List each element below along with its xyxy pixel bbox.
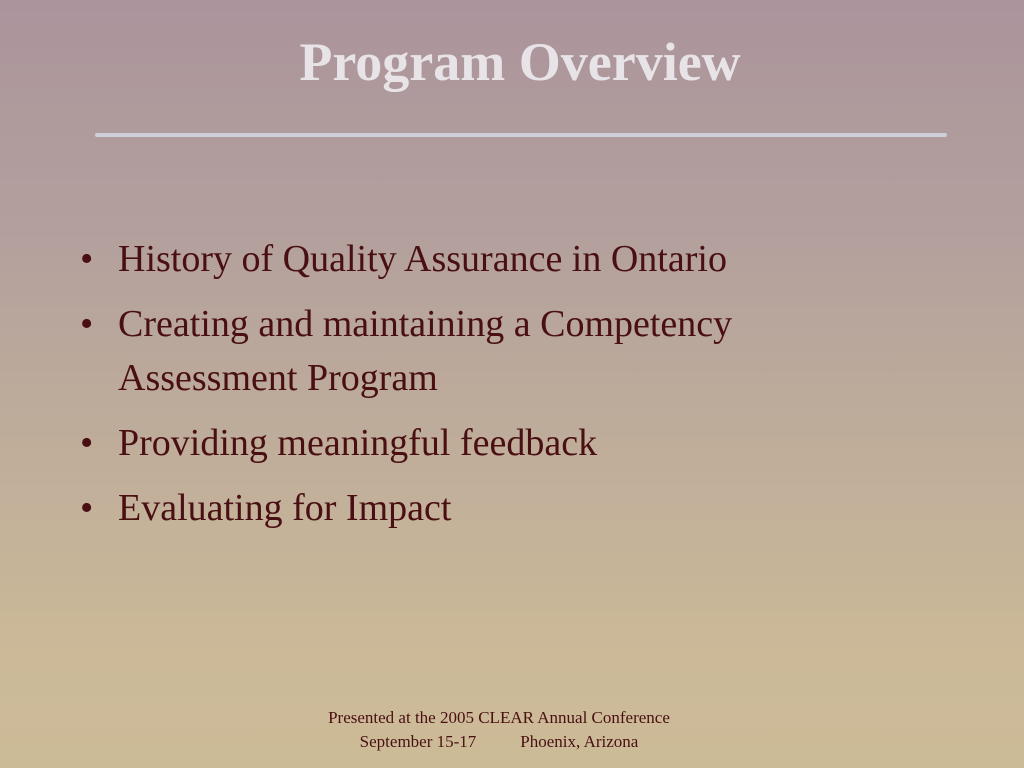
bullet-icon: •: [80, 238, 94, 280]
bullet-text: History of Quality Assurance in Ontario: [118, 238, 727, 280]
title-divider: [95, 133, 947, 137]
footer-location: Phoenix, Arizona: [520, 732, 639, 751]
slide-footer: [0, 706, 998, 754]
bullet-icon: •: [80, 487, 94, 529]
bullet-text: Providing meaningful feedback: [118, 422, 598, 464]
bullet-text: Creating and maintaining a Competency Assessment Program: [118, 303, 733, 399]
footer-conference: Presented at the 2005 CLEAR Annual Conference: [328, 708, 670, 727]
bullet-item: [78, 416, 878, 470]
bullet-icon: •: [80, 422, 94, 464]
bullet-icon: •: [80, 303, 94, 345]
bullet-item: [78, 232, 878, 286]
bullet-item: [78, 481, 878, 535]
bullet-item: [78, 297, 878, 405]
bullet-text: Evaluating for Impact: [118, 487, 452, 529]
slide-title: Program Overview: [299, 32, 741, 92]
bullet-list: [78, 232, 878, 546]
footer-details: [0, 730, 998, 754]
footer-date: September 15-17: [359, 732, 477, 751]
